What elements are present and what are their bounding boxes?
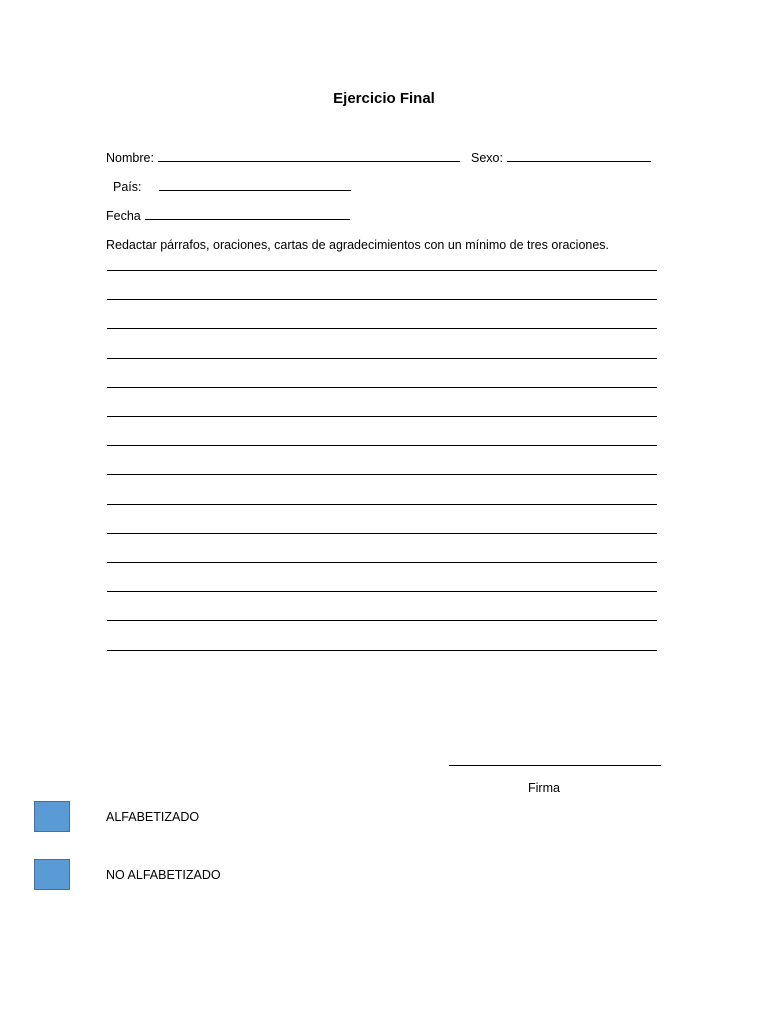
date-field bbox=[106, 209, 350, 223]
writing-line[interactable] bbox=[107, 299, 657, 300]
writing-line[interactable] bbox=[107, 474, 657, 475]
writing-line[interactable] bbox=[107, 620, 657, 621]
writing-line[interactable] bbox=[107, 387, 657, 388]
signature-line[interactable] bbox=[449, 765, 661, 766]
signature-label: Firma bbox=[528, 781, 560, 795]
writing-line[interactable] bbox=[107, 650, 657, 651]
writing-line[interactable] bbox=[107, 445, 657, 446]
literate-label: ALFABETIZADO bbox=[106, 810, 200, 824]
writing-line[interactable] bbox=[107, 591, 657, 592]
not-literate-checkbox[interactable] bbox=[34, 859, 70, 890]
name-label: Nombre: bbox=[106, 151, 154, 165]
writing-line[interactable] bbox=[107, 328, 657, 329]
writing-line[interactable] bbox=[107, 416, 657, 417]
writing-line[interactable] bbox=[107, 504, 657, 505]
sex-blank-line[interactable] bbox=[507, 160, 651, 162]
country-field bbox=[113, 180, 351, 194]
writing-line[interactable] bbox=[107, 533, 657, 534]
writing-line[interactable] bbox=[107, 270, 657, 271]
sex-field bbox=[471, 151, 651, 165]
instruction-text: Redactar párrafos, oraciones, cartas de agradecimientos con un mínimo de tres oraciones. bbox=[106, 238, 610, 252]
date-blank-line[interactable] bbox=[145, 218, 350, 220]
page-title: Ejercicio Final bbox=[333, 90, 435, 107]
country-blank-line[interactable] bbox=[159, 189, 351, 191]
literate-checkbox[interactable] bbox=[34, 801, 70, 832]
date-label: Fecha bbox=[106, 209, 141, 223]
sex-label: Sexo: bbox=[471, 151, 503, 165]
name-field bbox=[106, 151, 460, 165]
writing-line[interactable] bbox=[107, 562, 657, 563]
writing-line[interactable] bbox=[107, 358, 657, 359]
country-label: País: bbox=[113, 180, 142, 194]
not-literate-label: NO ALFABETIZADO bbox=[106, 868, 221, 882]
name-blank-line[interactable] bbox=[158, 160, 460, 162]
